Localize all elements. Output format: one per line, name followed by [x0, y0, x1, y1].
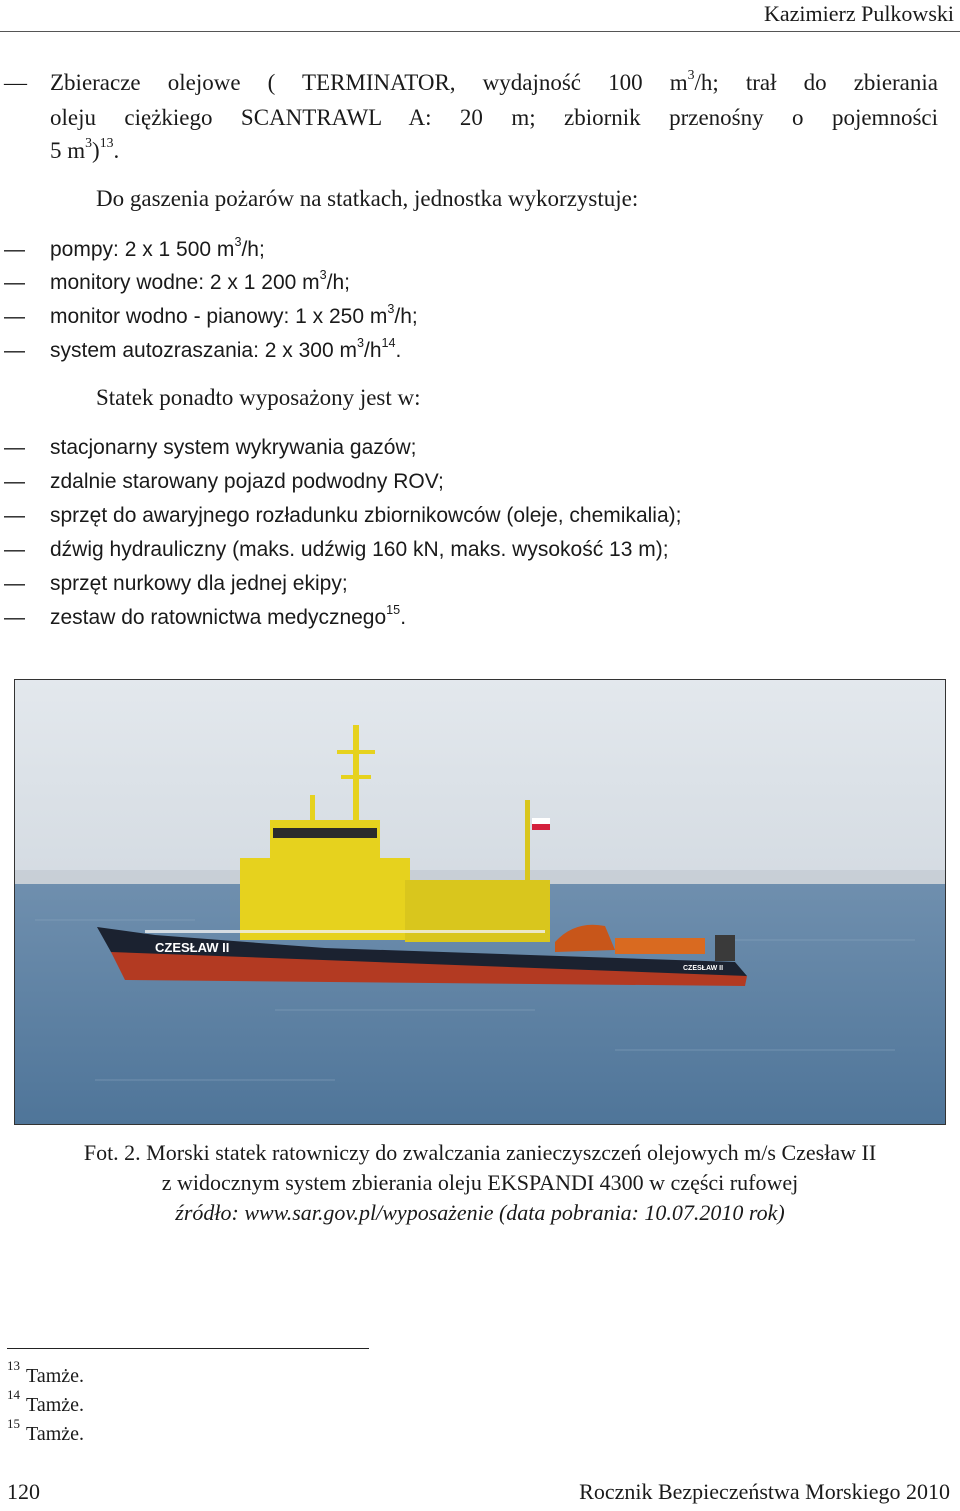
list-item-unloading-equipment: — sprzęt do awaryjnego rozładunku zbiornikowców (oleje, chemikalia); [4, 504, 682, 527]
running-header-author: Kazimierz Pulkowski [763, 1, 954, 26]
paragraph-equipment: Statek ponadto wyposażony jest w: [96, 385, 421, 410]
list-item-oil-skimmers: — Zbieracze olejowe ( TERMINATOR, wydajność 100 $m^3/h$; trał do zbierania [0, 68, 938, 98]
journal-title: Rocznik Bezpieczeństwa Morskiego 2010 [579, 1479, 950, 1504]
page-number: 120 [7, 1479, 40, 1504]
figure-source: źródło: www.sar.gov.pl/wyposażenie (data pobrania: 10.07.2010 rok) [175, 1200, 785, 1225]
header-rule [0, 31, 960, 32]
list-item-oil-skimmers-line2: oleju ciężkiego SCANTRAWL A: 20 m; zbiornik przenośny o pojemności [50, 105, 938, 130]
ship-name-bow: CZESŁAW II [155, 940, 230, 955]
ship-photo [14, 679, 946, 1125]
footnote-14: $^{14}$ Tamże. [7, 1386, 85, 1416]
list-item-medical-kit: — zestaw do ratownictwa medycznego$^{15}$. [4, 603, 407, 629]
list-item-pumps: — pompy: 2 x 1 500 $m^3/h$; [4, 235, 265, 261]
list-item-sprinkler-system: — system autozraszania: 2 x 300 $m^3/h^{14}$. [4, 336, 402, 362]
list-item-rov: — zdalnie starowany pojazd podwodny ROV; [4, 470, 444, 493]
paragraph-firefighting: Do gaszenia pożarów na statkach, jednostka wykorzystuje: [96, 186, 639, 211]
list-item-gas-detection: — stacjonarny system wykrywania gazów; [4, 436, 417, 459]
footnote-13: $^{13}$ Tamże. [7, 1357, 85, 1387]
footnote-15: $^{15}$ Tamże. [7, 1415, 85, 1445]
footnote-rule [7, 1348, 369, 1349]
figure-caption-line1: Fot. 2. Morski statek ratowniczy do zwalczania zanieczyszczeń olejowych m/s Czesław II [83, 1140, 877, 1165]
list-item-crane: — dźwig hydrauliczny (maks. udźwig 160 kN, maks. wysokość 13 m); [4, 538, 669, 561]
list-item-water-monitors: — monitory wodne: 2 x 1 200 $m^3/h$; [4, 268, 351, 294]
sky [15, 680, 945, 885]
list-item-oil-skimmers-line3: 5 $m^3)^{13}$. [50, 135, 120, 163]
list-item-diving-equipment: — sprzęt nurkowy dla jednej ekipy; [4, 572, 348, 595]
list-item-foam-monitor: — monitor wodno - pianowy: 1 x 250 $m^3/h$; [4, 302, 418, 328]
ship-name-stern: CZESŁAW II [683, 965, 724, 972]
figure-caption-line2: z widocznym system zbierania oleju EKSPANDI 4300 w części rufowej [161, 1170, 799, 1195]
dash-bullet: — [4, 70, 27, 95]
